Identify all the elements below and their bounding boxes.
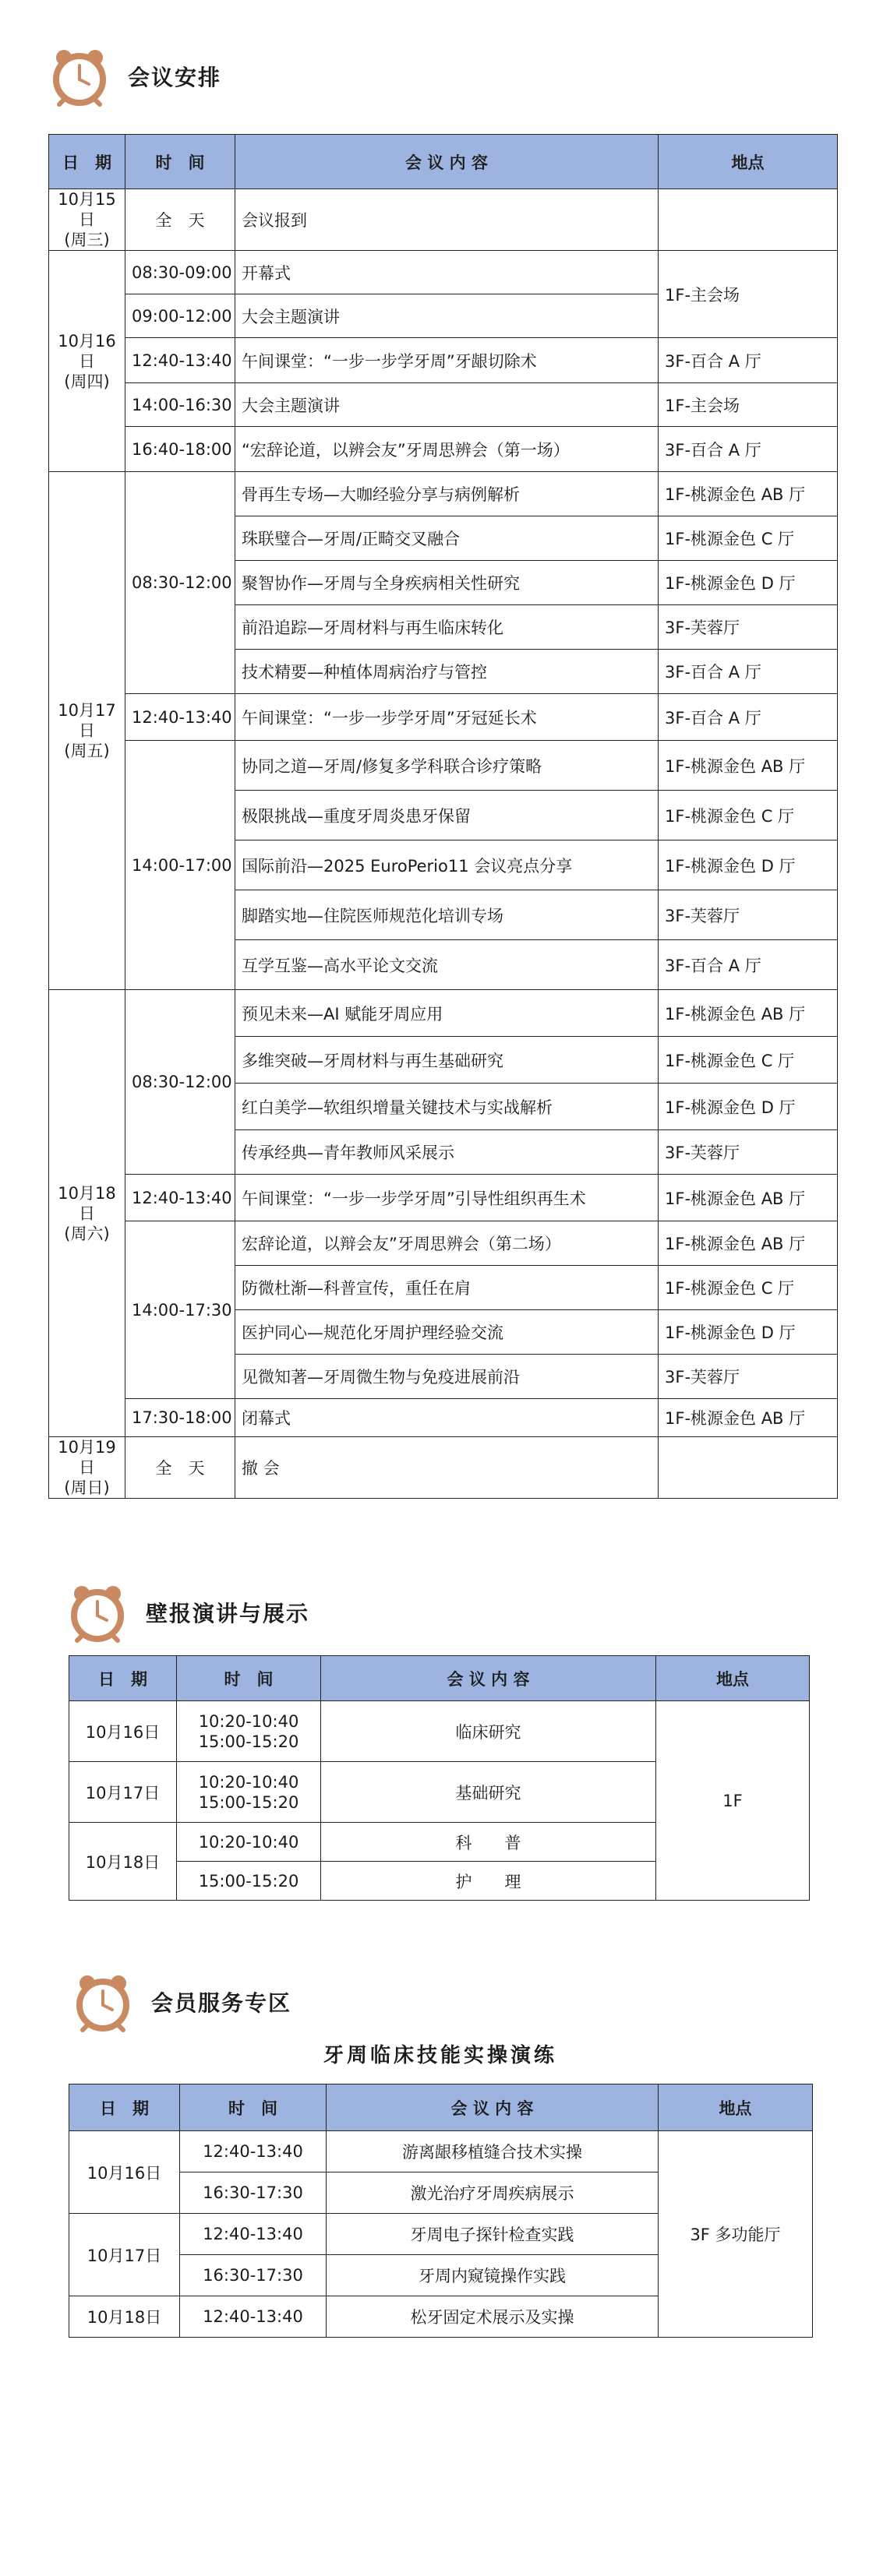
- venue-cell: 1F-桃源金色 AB 厅: [659, 1399, 838, 1437]
- venue-cell: 3F-百合 A 厅: [659, 694, 838, 741]
- sub-heading: 牙周临床技能实操演练: [323, 2044, 557, 2067]
- date-cell: 10月19日 (周日): [49, 1437, 125, 1499]
- member-schedule-table: [69, 2084, 813, 2338]
- date-cell: 10月17日: [69, 1762, 177, 1823]
- table-row: [49, 383, 838, 427]
- venue-cell: 1F-桃源金色 C 厅: [659, 516, 838, 561]
- content-cell: 游离龈移植缝合技术实操: [327, 2131, 659, 2173]
- content-cell: 基础研究: [321, 1762, 656, 1823]
- content-cell: 预见未来—AI 赋能牙周应用: [235, 990, 659, 1037]
- content-cell: 前沿追踪—牙周材料与再生临床转化: [235, 605, 659, 650]
- table-row: [49, 1437, 838, 1499]
- table-row: [49, 990, 838, 1037]
- table-row: [49, 694, 838, 741]
- venue-cell: 3F-百合 A 厅: [659, 940, 838, 990]
- content-cell: 聚智协作—牙周与全身疾病相关性研究: [235, 561, 659, 605]
- date-cell: 10月17日: [69, 2214, 180, 2296]
- content-cell: 协同之道—牙周/修复多学科联合诊疗策略: [235, 741, 659, 791]
- section-title: 壁报演讲与展示: [146, 1601, 310, 1626]
- header-date: 日 期: [69, 1656, 177, 1701]
- header-content: 会 议 内 容: [321, 1656, 656, 1701]
- venue-cell: [659, 189, 838, 251]
- time-cell: 10:20-10:40 15:00-15:20: [177, 1701, 321, 1762]
- table-row: [49, 741, 838, 791]
- content-cell: 大会主题演讲: [235, 383, 659, 427]
- time-cell: 14:00-17:30: [125, 1221, 235, 1399]
- venue-cell: 1F-桃源金色 C 厅: [659, 1266, 838, 1310]
- venue-cell: 1F-桃源金色 D 厅: [659, 561, 838, 605]
- time-cell: 09:00-12:00: [125, 294, 235, 338]
- alarm-clock-icon: [72, 1971, 134, 2033]
- venue-cell: 1F-桃源金色 AB 厅: [659, 472, 838, 516]
- time-cell: 16:30-17:30: [180, 2255, 327, 2296]
- venue-cell: 3F 多功能厅: [659, 2131, 813, 2338]
- time-cell: 16:40-18:00: [125, 427, 235, 472]
- venue-cell: 1F-桃源金色 D 厅: [659, 1310, 838, 1355]
- venue-cell: 1F: [656, 1701, 810, 1901]
- venue-cell: 3F-芙蓉厅: [659, 890, 838, 940]
- venue-cell: 1F-桃源金色 D 厅: [659, 1084, 838, 1130]
- time-cell: 全 天: [125, 189, 235, 251]
- alarm-clock-icon: [48, 45, 111, 107]
- table-row: [49, 1221, 838, 1266]
- content-cell: 国际前沿—2025 EuroPerio11 会议亮点分享: [235, 840, 659, 890]
- venue-cell: 1F-桃源金色 AB 厅: [659, 1175, 838, 1221]
- time-cell: 17:30-18:00: [125, 1399, 235, 1437]
- content-cell: 骨再生专场—大咖经验分享与病例解析: [235, 472, 659, 516]
- header-date: 日 期: [69, 2084, 180, 2131]
- section-heading-member: [72, 1971, 291, 2033]
- time-cell: 全 天: [125, 1437, 235, 1499]
- content-cell: 极限挑战—重度牙周炎患牙保留: [235, 791, 659, 840]
- venue-cell: 1F-桃源金色 C 厅: [659, 791, 838, 840]
- section-title: 会员服务专区: [151, 1990, 292, 2016]
- time-cell: 12:40-13:40: [180, 2131, 327, 2173]
- time-cell: 15:00-15:20: [177, 1862, 321, 1901]
- venue-cell: 1F-桃源金色 AB 厅: [659, 741, 838, 791]
- date-cell: 10月15日 (周三): [49, 189, 125, 251]
- time-cell: 10:20-10:40 15:00-15:20: [177, 1762, 321, 1823]
- content-cell: 午间课堂：“一步一步学牙周”引导性组织再生术: [235, 1175, 659, 1221]
- venue-cell: 3F-百合 A 厅: [659, 427, 838, 472]
- time-cell: 10:20-10:40: [177, 1823, 321, 1862]
- content-cell: 红白美学—软组织增量关键技术与实战解析: [235, 1084, 659, 1130]
- header-venue: 地点: [659, 135, 838, 189]
- header-content: 会 议 内 容: [235, 135, 659, 189]
- date-cell: 10月18日: [69, 2296, 180, 2338]
- content-cell: 脚踏实地—住院医师规范化培训专场: [235, 890, 659, 940]
- content-cell: 多维突破—牙周材料与再生基础研究: [235, 1037, 659, 1084]
- header-time: 时 间: [125, 135, 235, 189]
- table-row: [69, 1701, 810, 1762]
- content-cell: 大会主题演讲: [235, 294, 659, 338]
- content-cell: 医护同心—规范化牙周护理经验交流: [235, 1310, 659, 1355]
- date-cell: 10月16日: [69, 2131, 180, 2214]
- content-cell: 午间课堂：“一步一步学牙周”牙龈切除术: [235, 338, 659, 383]
- table-row: [49, 338, 838, 383]
- time-cell: 08:30-09:00: [125, 251, 235, 294]
- content-cell: 互学互鉴—高水平论文交流: [235, 940, 659, 990]
- content-cell: 防微杜渐—科普宣传，重任在肩: [235, 1266, 659, 1310]
- venue-cell: 3F-芙蓉厅: [659, 1130, 838, 1175]
- content-cell: 见微知著—牙周微生物与免疫进展前沿: [235, 1355, 659, 1399]
- content-cell: 临床研究: [321, 1701, 656, 1762]
- venue-cell: 3F-百合 A 厅: [659, 338, 838, 383]
- time-cell: 12:40-13:40: [125, 338, 235, 383]
- content-cell: 会议报到: [235, 189, 659, 251]
- content-cell: 激光治疗牙周疾病展示: [327, 2173, 659, 2214]
- poster-schedule-table: [69, 1655, 810, 1901]
- table-header-row: [69, 1656, 810, 1701]
- table-row: [49, 472, 838, 516]
- time-cell: 16:30-17:30: [180, 2173, 327, 2214]
- table-row: [69, 2131, 813, 2173]
- content-cell: 珠联璧合—牙周/正畸交叉融合: [235, 516, 659, 561]
- content-cell: 护 理: [321, 1862, 656, 1901]
- content-cell: 宏辞论道，以辩会友”牙周思辨会（第二场）: [235, 1221, 659, 1266]
- content-cell: 松牙固定术展示及实操: [327, 2296, 659, 2338]
- venue-cell: 1F-桃源金色 AB 厅: [659, 990, 838, 1037]
- time-cell: 14:00-17:00: [125, 741, 235, 990]
- date-cell: 10月18日 (周六): [49, 990, 125, 1437]
- venue-cell: 1F-主会场: [659, 383, 838, 427]
- content-cell: 牙周内窥镜操作实践: [327, 2255, 659, 2296]
- table-row: [49, 1175, 838, 1221]
- date-cell: 10月18日: [69, 1823, 177, 1901]
- content-cell: 牙周电子探针检查实践: [327, 2214, 659, 2255]
- table-header-row: [69, 2084, 813, 2131]
- content-cell: 技术精要—种植体周病治疗与管控: [235, 650, 659, 694]
- section-title: 会议安排: [128, 65, 222, 90]
- content-cell: 开幕式: [235, 251, 659, 294]
- venue-cell: 1F-桃源金色 D 厅: [659, 840, 838, 890]
- section-heading-meeting: [48, 45, 221, 107]
- header-date: 日 期: [49, 135, 125, 189]
- venue-cell: 3F-百合 A 厅: [659, 650, 838, 694]
- meeting-schedule-table: [48, 134, 838, 1499]
- content-cell: 科 普: [321, 1823, 656, 1862]
- venue-cell: 1F-主会场: [659, 251, 838, 338]
- header-venue: 地点: [659, 2084, 813, 2131]
- venue-cell: 1F-桃源金色 C 厅: [659, 1037, 838, 1084]
- content-cell: 撤 会: [235, 1437, 659, 1499]
- time-cell: 12:40-13:40: [180, 2214, 327, 2255]
- venue-cell: 1F-桃源金色 AB 厅: [659, 1221, 838, 1266]
- header-venue: 地点: [656, 1656, 810, 1701]
- venue-cell: [659, 1437, 838, 1499]
- venue-cell: 3F-芙蓉厅: [659, 1355, 838, 1399]
- date-cell: 10月17日 (周五): [49, 472, 125, 990]
- alarm-clock-icon: [66, 1581, 129, 1644]
- date-cell: 10月16日: [69, 1701, 177, 1762]
- header-content: 会 议 内 容: [327, 2084, 659, 2131]
- time-cell: 14:00-16:30: [125, 383, 235, 427]
- table-row: [49, 1399, 838, 1437]
- venue-cell: 3F-芙蓉厅: [659, 605, 838, 650]
- table-header-row: [49, 135, 838, 189]
- header-time: 时 间: [177, 1656, 321, 1701]
- table-row: [49, 189, 838, 251]
- content-cell: 闭幕式: [235, 1399, 659, 1437]
- table-row: [49, 251, 838, 294]
- content-cell: 传承经典—青年教师风采展示: [235, 1130, 659, 1175]
- time-cell: 12:40-13:40: [125, 694, 235, 741]
- time-cell: 12:40-13:40: [125, 1175, 235, 1221]
- section-heading-poster: [66, 1581, 309, 1644]
- header-time: 时 间: [180, 2084, 327, 2131]
- content-cell: 午间课堂：“一步一步学牙周”牙冠延长术: [235, 694, 659, 741]
- time-cell: 12:40-13:40: [180, 2296, 327, 2338]
- date-cell: 10月16日 (周四): [49, 251, 125, 472]
- content-cell: “宏辞论道，以辨会友”牙周思辨会（第一场）: [235, 427, 659, 472]
- time-cell: 08:30-12:00: [125, 990, 235, 1175]
- table-row: [49, 427, 838, 472]
- time-cell: 08:30-12:00: [125, 472, 235, 694]
